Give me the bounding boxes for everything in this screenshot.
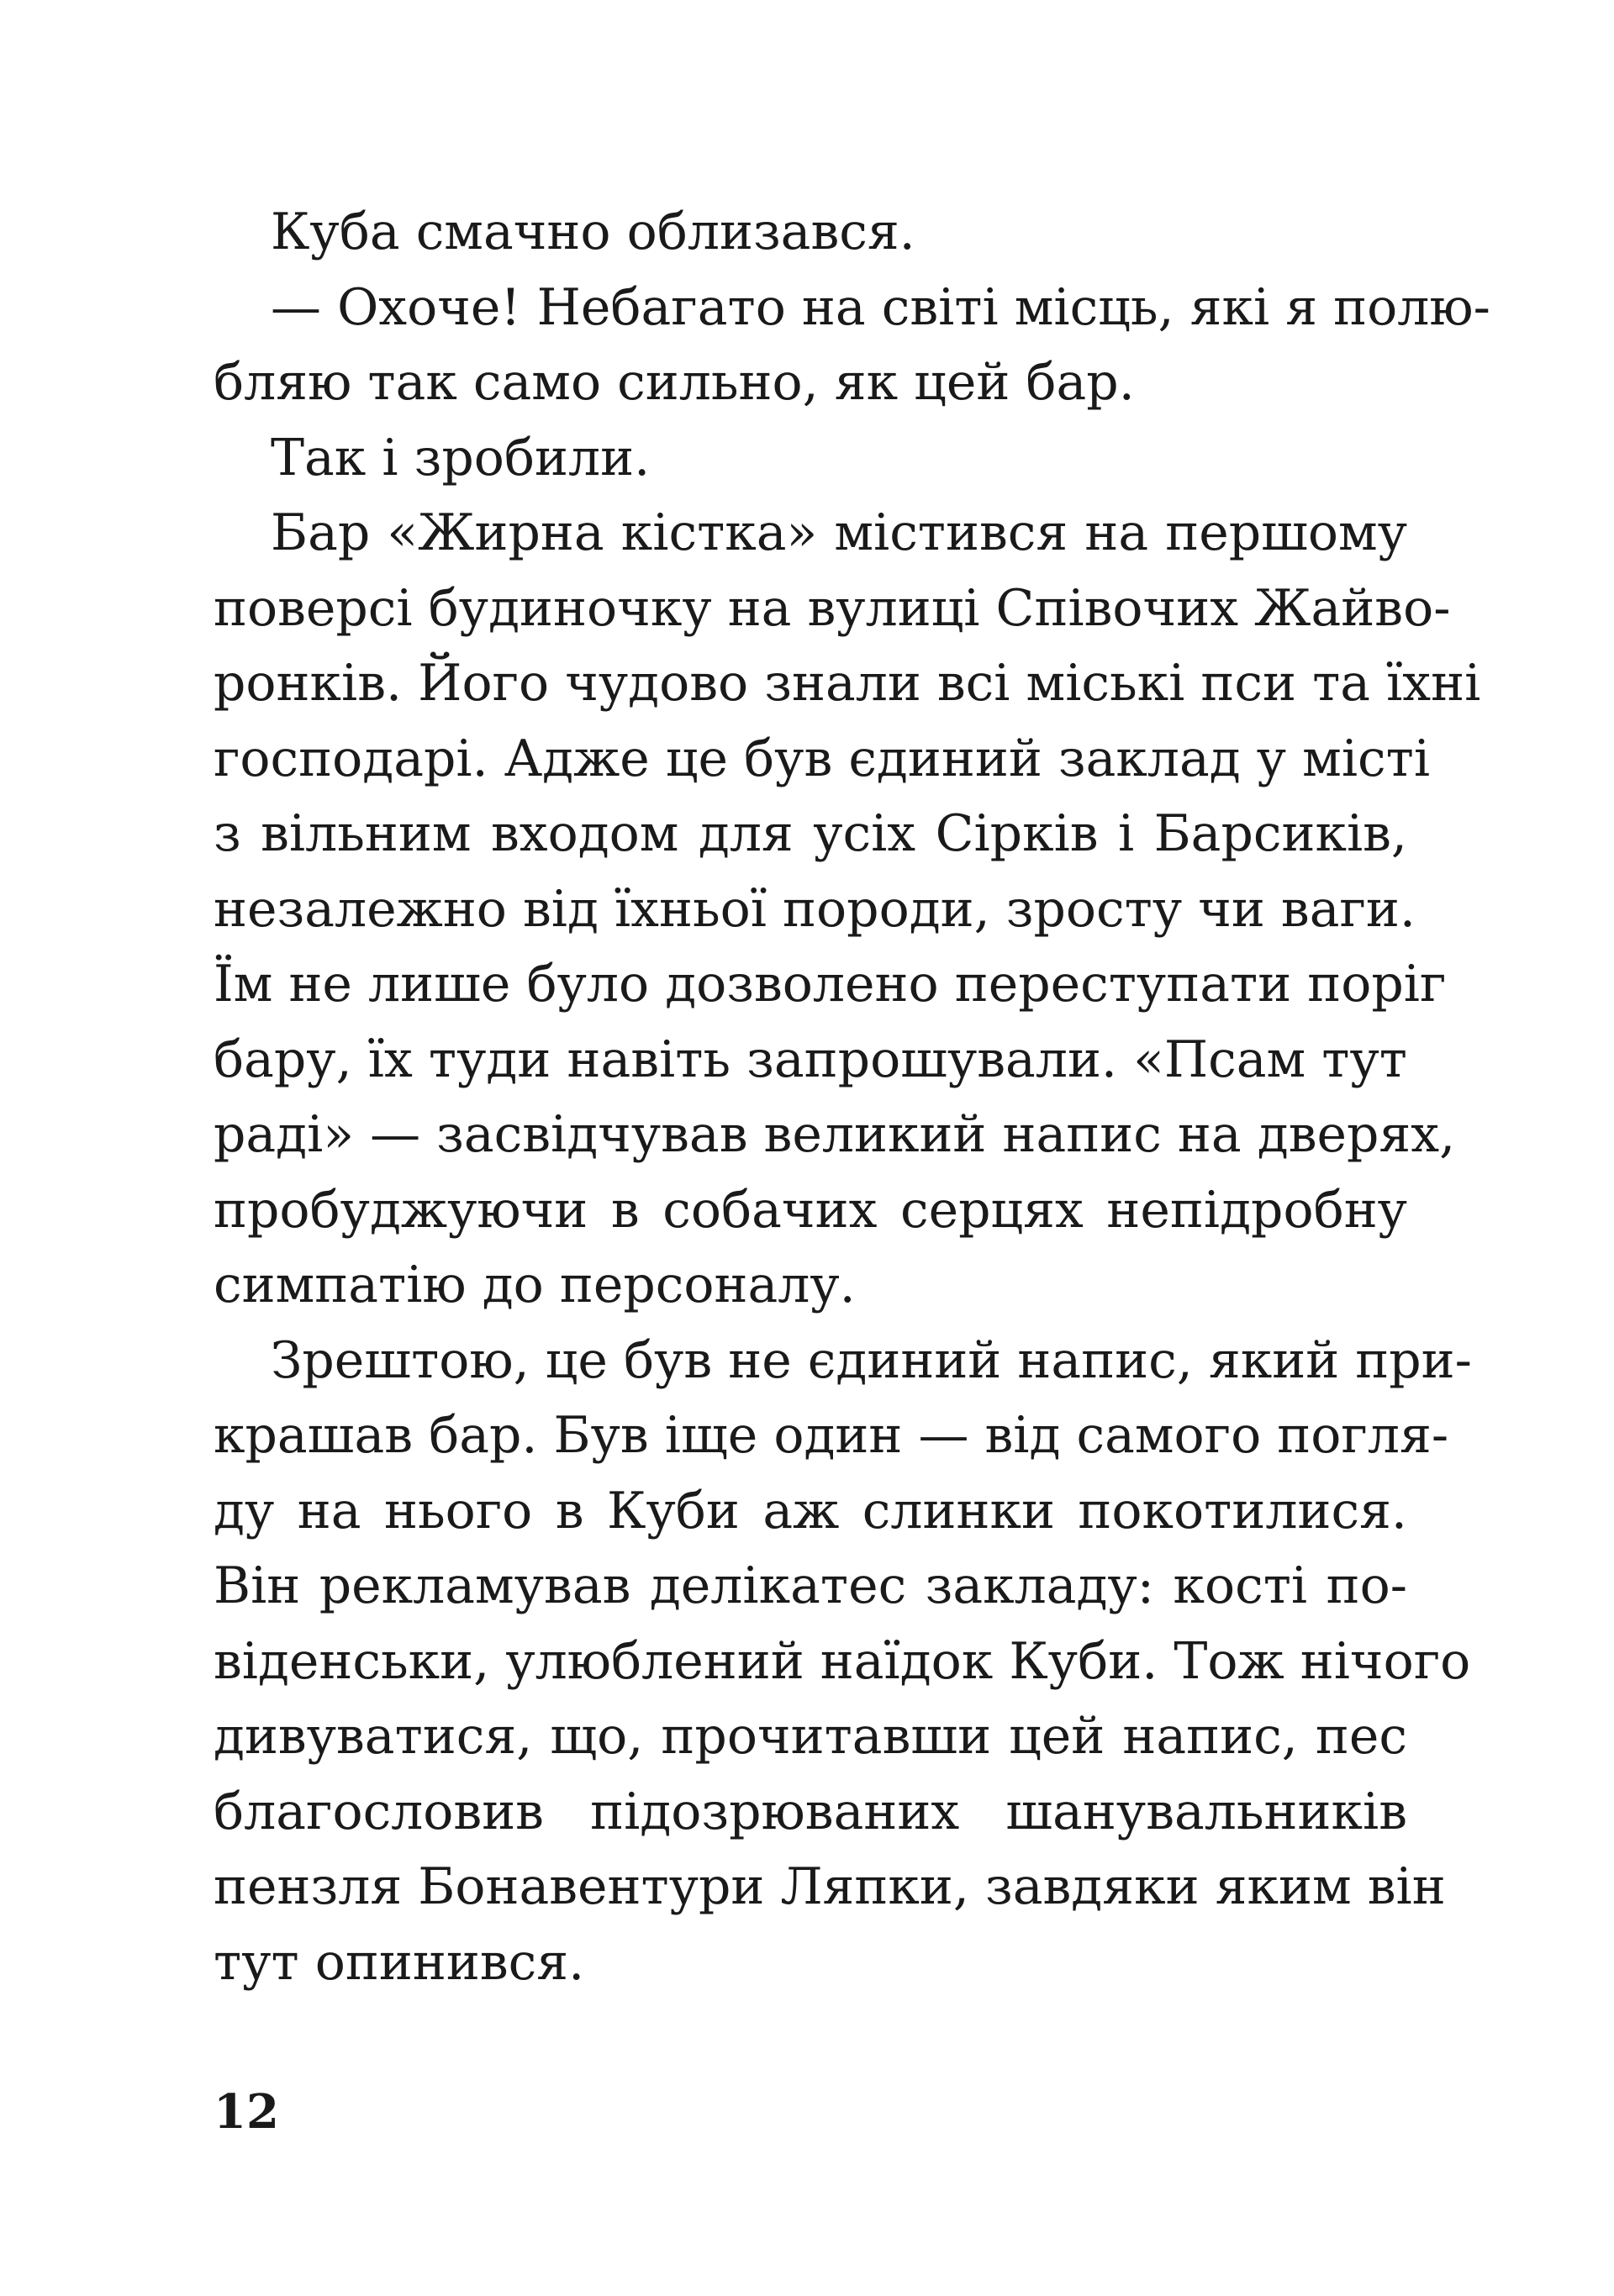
body-text: [214, 195, 1490, 2000]
text-line: незалежно від їхньої породи, зросту чи ваги.: [214, 879, 1416, 939]
text-line: Зрештою, це був не єдиний напис, який при-: [271, 1330, 1472, 1390]
text-line: Їм не лише було дозволено переступати поріг: [214, 955, 1447, 1014]
text-line: Так і зробили.: [271, 428, 651, 487]
text-line: з вільним входом для усіх Сірків і Барсиків,: [214, 804, 1407, 863]
text-line: Куба смачно облизався.: [271, 203, 915, 261]
text-line: Він рекламував делікатес закладу: кості по-: [214, 1556, 1407, 1615]
text-line: віденськи, улюблений наїдок Куби. Тож нічого: [214, 1631, 1471, 1691]
text-line: пробуджуючи в собачих серцях непідробну: [214, 1180, 1407, 1240]
text-line: симпатію до персоналу.: [214, 1256, 856, 1314]
text-line: крашав бар. Був іще один — від самого погля-: [214, 1406, 1449, 1465]
text-line: ронків. Його чудово знали всі міські пси та їхні: [214, 654, 1481, 713]
text-line: господарі. Адже це був єдиний заклад у місті: [214, 729, 1431, 788]
text-line: ду на нього в Куби аж слинки покотилися.: [214, 1481, 1407, 1540]
page-number: 12: [214, 2084, 279, 2140]
text-line: раді» — засвідчував великий напис на дверях,: [214, 1105, 1456, 1164]
text-line: поверсі будиночку на вулиці Співочих Жайво-: [214, 578, 1451, 638]
text-line: тут опинився.: [214, 1932, 585, 1992]
text-line: благословив підозрюваних шанувальників: [214, 1782, 1407, 1841]
text-line: — Охоче! Небагато на світі місць, які я полю-: [271, 277, 1490, 337]
text-line: пензля Бонавентури Ляпки, завдяки яким він: [214, 1857, 1446, 1916]
text-line: бляю так само сильно, як цей бар.: [214, 353, 1135, 412]
text-line: бару, їх туди навіть запрошували. «Псам тут: [214, 1030, 1407, 1089]
text-line: дивуватися, що, прочитавши цей напис, пес: [214, 1707, 1407, 1766]
text-line: Бар «Жирна кістка» містився на першому: [271, 503, 1407, 562]
